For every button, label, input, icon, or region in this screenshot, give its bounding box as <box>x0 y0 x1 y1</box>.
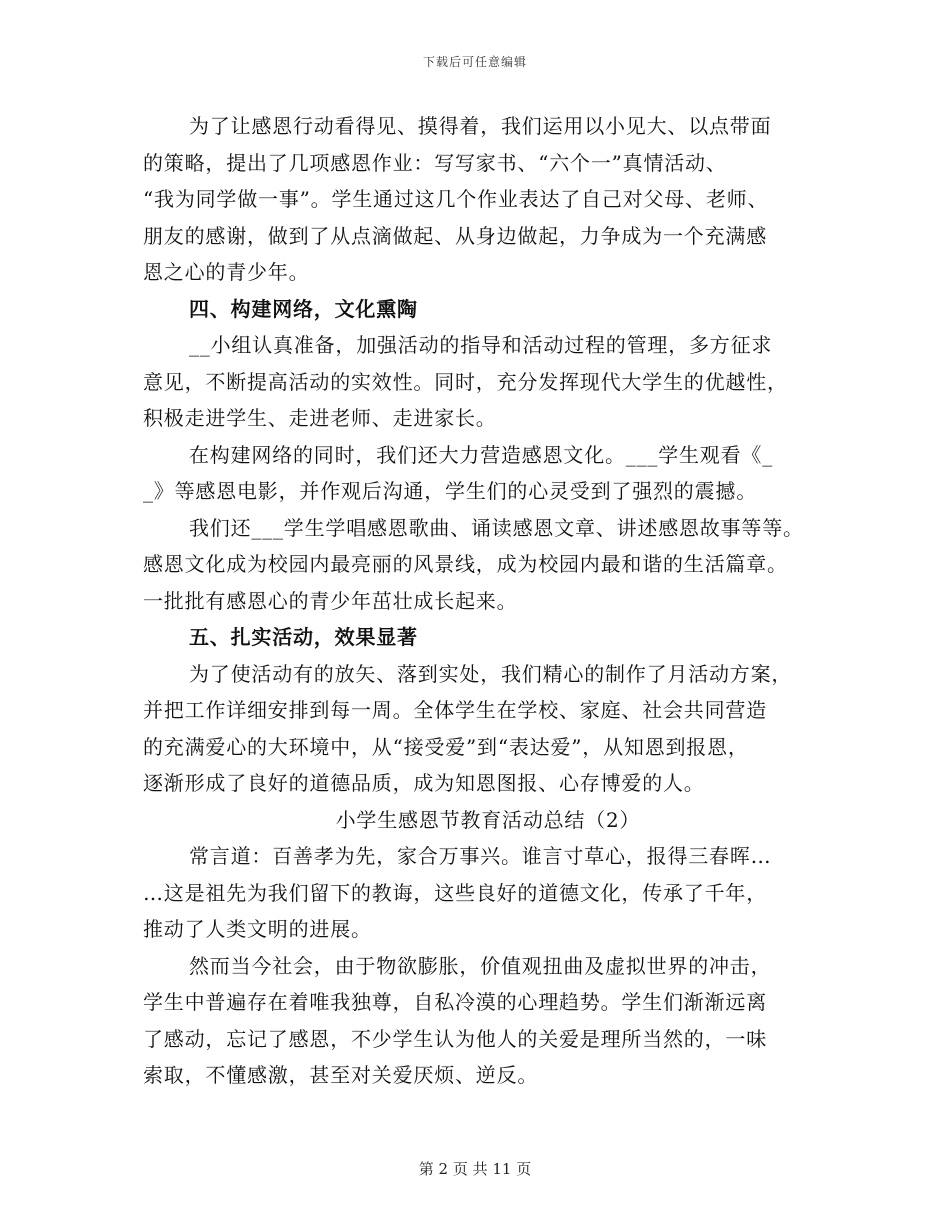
text-line: _》等感恩电影，并作观后沟通，学生们的心灵受到了强烈的震撼。 <box>143 479 757 503</box>
text-line: 一批批有感恩心的青少年茁壮成长起来。 <box>143 588 518 613</box>
text-line: 然而当今社会，由于物欲膨胀，价值观扭曲及虚拟世界的冲击， <box>189 953 772 978</box>
text-line: 在构建网络的同时，我们还大力营造感恩文化。___学生观看《_ <box>189 442 773 467</box>
paragraph <box>143 437 833 510</box>
paragraph <box>143 510 833 620</box>
text-line: 感恩文化成为校园内最亮丽的风景线，成为校园内最和谐的生活篇章。 <box>143 552 788 576</box>
text-line: __小组认真准备，加强活动的指导和活动过程的管理，多方征求 <box>189 333 773 357</box>
text-line: 为了使活动有的放矢、落到实处，我们精心的制作了月活动方案， <box>189 661 793 686</box>
text-line: 积极走进学生、走进老师、走进家长。 <box>143 406 497 430</box>
text-line: “我为同学做一事”。学生通过这几个作业表达了自己对父母、老师、 <box>143 187 769 211</box>
paragraph <box>143 327 833 437</box>
text-line: 索取，不懂感激，甚至对关爱厌烦、逆反。 <box>143 1063 539 1087</box>
text-line: 逐渐形成了良好的道德品质，成为知恩图报、心存博爱的人。 <box>143 771 705 795</box>
section-heading: 四、构建网络，文化熏陶 <box>189 296 418 321</box>
text-line: 为了让感恩行动看得见、摸得着，我们运用以小见大、以点带面 <box>189 114 772 138</box>
text-line: 的充满爱心的大环境中，从“接受爱”到“表达爱”，从知恩到报恩， <box>143 734 749 759</box>
text-line: 意见，不断提高活动的实效性。同时，充分发挥现代大学生的优越性， <box>143 369 788 394</box>
page-number: 第 2 页 共 11 页 <box>418 1160 532 1178</box>
paragraph <box>143 656 833 802</box>
text-line: 我们还___学生学唱感恩歌曲、诵读感恩文章、讲述感恩故事等等。 <box>189 515 804 540</box>
text-line: 学生中普遍存在着唯我独尊，自私冷漠的心理趋势。学生们渐渐远离 <box>143 990 767 1014</box>
document-body <box>143 108 833 1094</box>
document-title: 小学生感恩节教育活动总结（2） <box>335 807 641 832</box>
text-line: 朋友的感谢，做到了从点滴做起、从身边做起，力争成为一个充满感 <box>143 223 767 248</box>
text-line: 的策略，提出了几项感恩作业：写写家书、“六个一”真情活动、 <box>143 150 727 175</box>
text-line: 常言道：百善孝为先，家合万事兴。谁言寸草心，报得三春晖… <box>189 844 772 868</box>
text-line: …这是祖先为我们留下的教诲，这些良好的道德文化，传承了千年， <box>143 880 767 905</box>
text-line: 推动了人类文明的进展。 <box>143 917 372 941</box>
paragraph <box>143 948 833 1094</box>
text-line: 并把工作详细安排到每一周。全体学生在学校、家庭、社会共同营造 <box>143 698 767 722</box>
paragraph <box>143 838 833 948</box>
page-header-note: 下载后可任意编辑 <box>422 55 527 69</box>
text-line: 了感动，忘记了感恩，不少学生认为他人的关爱是理所当然的，一味 <box>143 1026 767 1051</box>
paragraph <box>143 108 833 291</box>
text-line: 恩之心的青少年。 <box>143 260 310 284</box>
section-heading: 五、扎实活动，效果显著 <box>189 625 418 649</box>
